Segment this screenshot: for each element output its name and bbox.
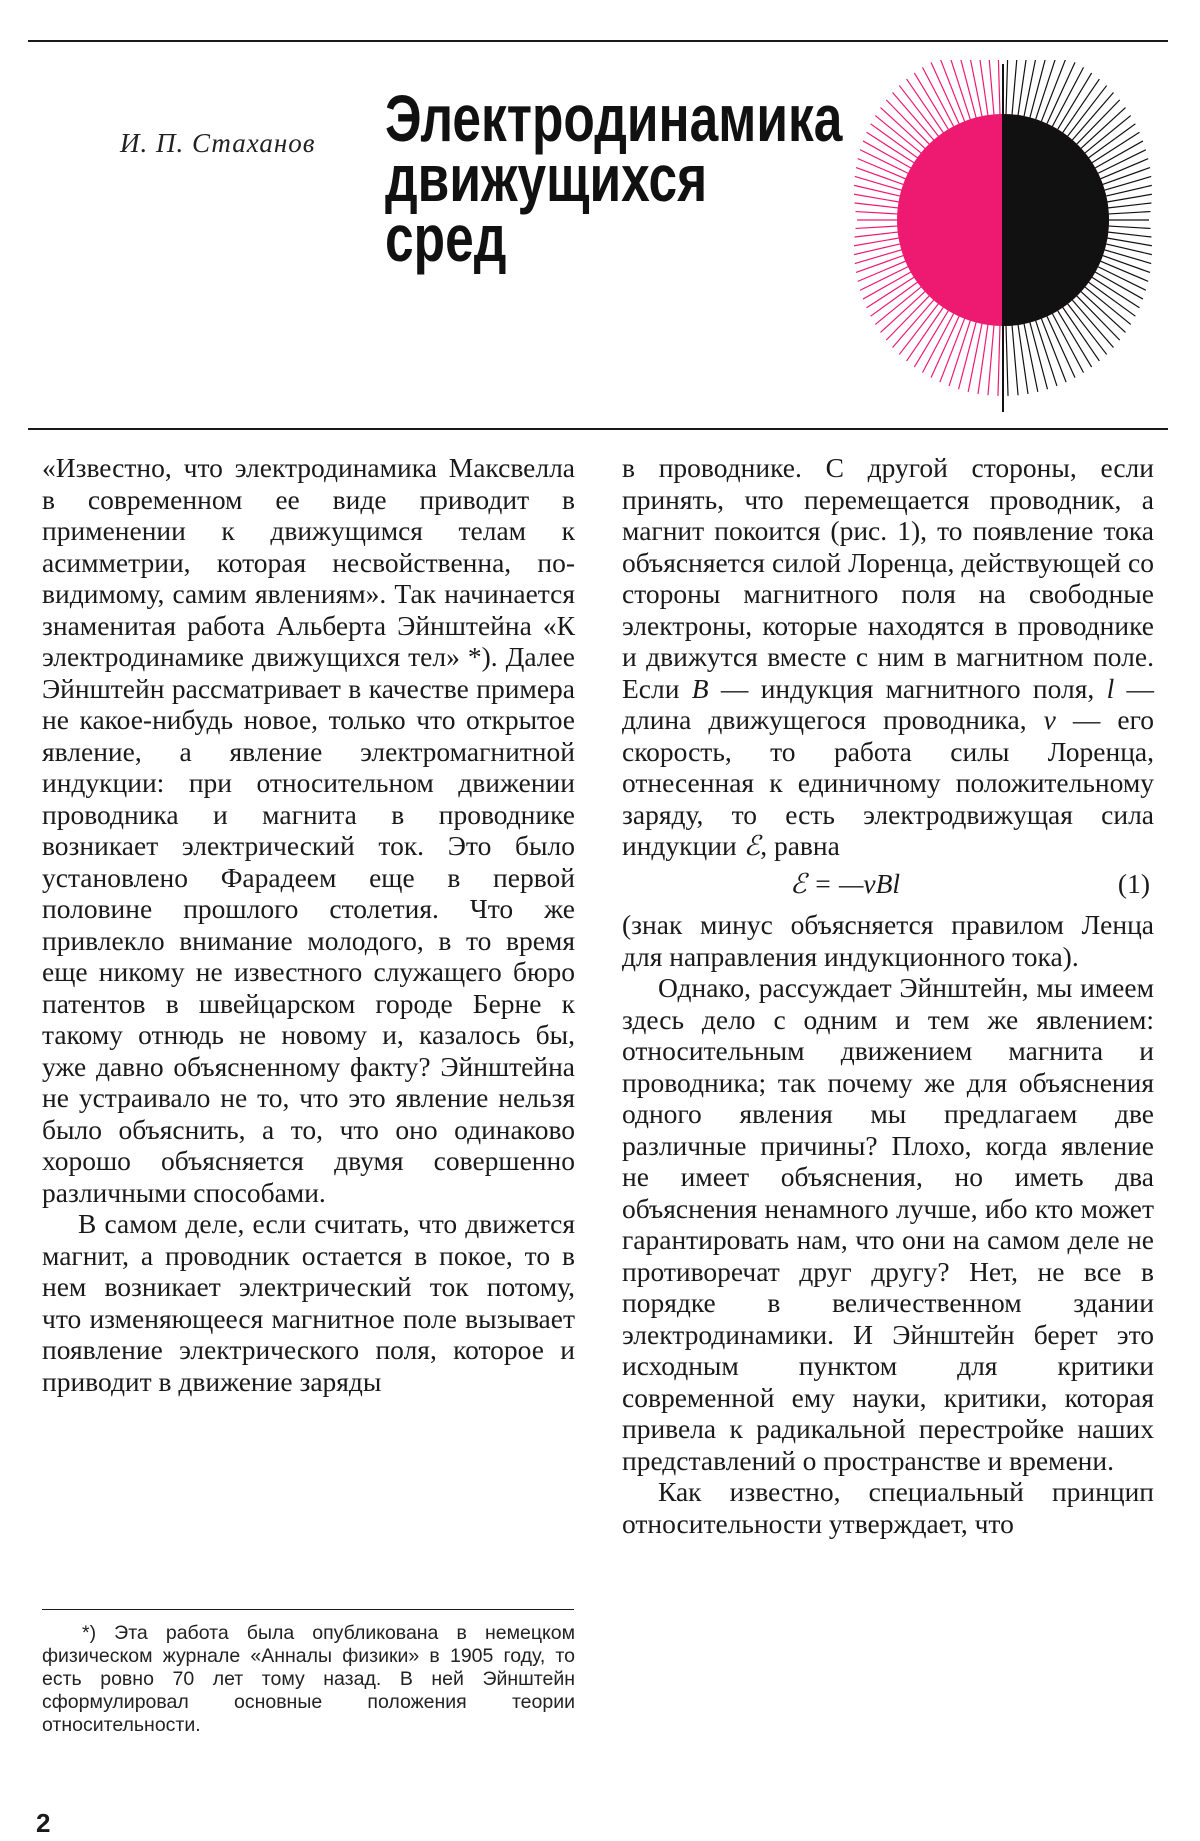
field-line: [1012, 60, 1018, 116]
field-line: [856, 168, 905, 186]
field-line: [875, 116, 922, 155]
field-line: [1006, 60, 1008, 116]
field-line: [1006, 324, 1008, 396]
formula-1: [622, 868, 1154, 900]
footnote-rule: [42, 1609, 574, 1610]
top-rule: [28, 40, 1168, 42]
field-line: [1080, 290, 1126, 332]
field-line: [854, 185, 902, 196]
field-line: [1075, 295, 1119, 341]
field-line: [867, 276, 916, 307]
field-line: [1105, 238, 1151, 246]
symbol-v: v: [1043, 704, 1056, 735]
field-line: [855, 176, 903, 190]
header-separator-rule: [28, 428, 1168, 430]
right-paragraph-4: Как известно, специальный принцип относительности утверждает, что: [622, 1476, 1154, 1539]
text-run: , равна: [760, 830, 840, 861]
field-line: [856, 212, 900, 214]
right-paragraph-3: Однако, рассуждает Эйнштейн, мы имеем здесь дело с одним и тем же явлением: относительным движением магнита и проводника; так почему же для объяснения одного явления мы предлагаем две различные причины? Плохо, когда явление не имеет объяснения, но иметь два объяснения ненамного лучше, ибо кто может гарантировать нам, что они на самом деле не противоречат друг другу? Нет, не все в порядке в величественном здании электродинамики. И Эйнштейн берет это исходным пунктом для критики современной ему науки, критики, которая привела к радикальной перестройке наших представлений о пространстве и времени.: [622, 972, 1154, 1476]
field-line: [998, 324, 1000, 396]
formula-number: (1): [1117, 867, 1150, 899]
symbol-emf: ℰ: [743, 830, 761, 861]
field-line: [1087, 281, 1135, 316]
left-paragraph-1: «Известно, что электродинамика Максвелла в современном ее виде приводит в применении к движущимся телам к асимметрии, которая несвойственна, по-видимому, самим явлениям». Так начинается знаменитая работа Альберта Эйнштейна «К электродинамике движущихся тел» *). Далее Эйнштейн рассматривает в качестве примера не какое-нибудь новое, только что открытое явление, а явление электромагнитной индукции: при относительном движении проводника и магнита в проводнике возникает электрический ток. Это было установлено Фарадеем еще в первой половине прошлого столетия. Что же привлекло внимание молодого, в то время еще никому не известного служащего бюро патентов в швейцарском городе Берне к такому отнюдь не новому и, казалось бы, уже давно объясненному факту? Эйнштейна не устраивало не то, что это явление нельзя было объяснить, а то, что оно одинаково хорошо объясняется двумя совершенно различными способами.: [42, 452, 575, 1208]
footnote-text: *) Эта работа была опубликована в немецком физическом журнале «Анналы физики» в 1905 году, то есть ровно 70 лет тому назад. В ней Эйнштейн сформулировал основные положения теории относительности.: [42, 1622, 575, 1736]
article-title: [385, 81, 843, 275]
magnetic-field-illustration: [820, 60, 1180, 420]
left-paragraph-2: В самом деле, если считать, что движется магнит, а проводник остается в покое, то в нем возникает электрический ток потому, что изменяющееся магнитное поле вызывает появление электрического поля, которое и приводит в движение заряды: [42, 1208, 575, 1397]
field-line: [886, 100, 930, 146]
field-line: [886, 295, 930, 341]
field-line: [1084, 286, 1131, 325]
field-line: [1101, 168, 1150, 186]
field-line: [988, 60, 994, 116]
field-line: [880, 108, 926, 150]
field-line: [1071, 299, 1113, 348]
field-line: [855, 203, 900, 208]
field-line: [867, 132, 916, 163]
field-line: [1087, 124, 1135, 159]
field-line: [854, 244, 902, 255]
field-line: [1103, 176, 1151, 190]
field-line: [856, 226, 900, 228]
left-column: [42, 452, 575, 1397]
author-name: И. П. Стаханов: [120, 128, 316, 158]
field-line: [1052, 67, 1084, 128]
field-line: [871, 124, 919, 159]
field-line: [1057, 73, 1092, 131]
right-paragraph-2: (знак минус объясняется правилом Ленца для направления индукционного тока).: [622, 909, 1154, 972]
field-line: [914, 309, 949, 367]
footnote: [42, 1622, 575, 1737]
field-line: [1104, 244, 1152, 255]
field-line: [854, 238, 900, 246]
field-line: [914, 73, 949, 131]
field-line: [1080, 108, 1126, 150]
field-line: [968, 60, 982, 118]
field-line: [1106, 203, 1151, 208]
field-line: [922, 67, 954, 128]
field-line: [1024, 60, 1038, 118]
page-number: 2: [36, 1808, 51, 1838]
title-line-3: сред: [385, 201, 507, 275]
field-line: [1101, 255, 1150, 273]
title-line-1: Электродинамика: [385, 81, 843, 155]
field-line: [998, 60, 1000, 116]
formula-expression: ℰ = —vBl: [790, 867, 901, 899]
field-line: [854, 194, 900, 202]
field-line: [988, 324, 994, 396]
field-line: [1106, 232, 1151, 237]
field-line: [1107, 212, 1151, 214]
field-line: [855, 249, 903, 263]
field-line: [1090, 276, 1139, 307]
field-line: [893, 299, 935, 348]
field-line: [1105, 194, 1151, 202]
field-line: [1018, 60, 1028, 117]
title-line-2: движущихся: [385, 141, 708, 215]
field-line: [855, 232, 900, 237]
field-line: [1075, 100, 1119, 146]
right-column: [622, 452, 1154, 1539]
symbol-b: B: [691, 672, 709, 704]
field-line: [875, 286, 922, 325]
field-line: [1052, 312, 1084, 373]
text-run: — индукция магнитного поля,: [708, 672, 1107, 704]
field-line: [1071, 93, 1113, 142]
field-line: [871, 281, 919, 316]
field-line: [1103, 249, 1151, 263]
field-line: [880, 290, 926, 332]
field-line: [893, 93, 935, 142]
symbol-l: l: [1106, 672, 1115, 704]
field-line: [1107, 226, 1151, 228]
field-line: [1104, 185, 1152, 196]
text-run: — его скорость, то работа силы Лоренца, отнесенная к единичному положительному заряду, то есть электродвижущая сила индукции: [622, 704, 1154, 861]
field-line: [1012, 324, 1018, 396]
text-run: в проводнике. С другой стороны, если принять, что перемещается проводник, а магнит покоится (рис. 1), то появление тока объясняется силой Лоренца, действующей со стороны магнитного поля на свободные электроны, которые находятся в проводнике и движутся вместе с ним в магнитном поле. Если: [622, 452, 1154, 704]
text-run: — длина движущегося проводника,: [622, 672, 1155, 735]
field-line: [978, 60, 988, 117]
right-paragraph-1: [622, 452, 1154, 862]
field-line: [922, 312, 954, 373]
field-line: [1090, 132, 1139, 163]
field-line: [856, 255, 905, 273]
field-line: [1057, 309, 1092, 367]
field-line: [1084, 116, 1131, 155]
